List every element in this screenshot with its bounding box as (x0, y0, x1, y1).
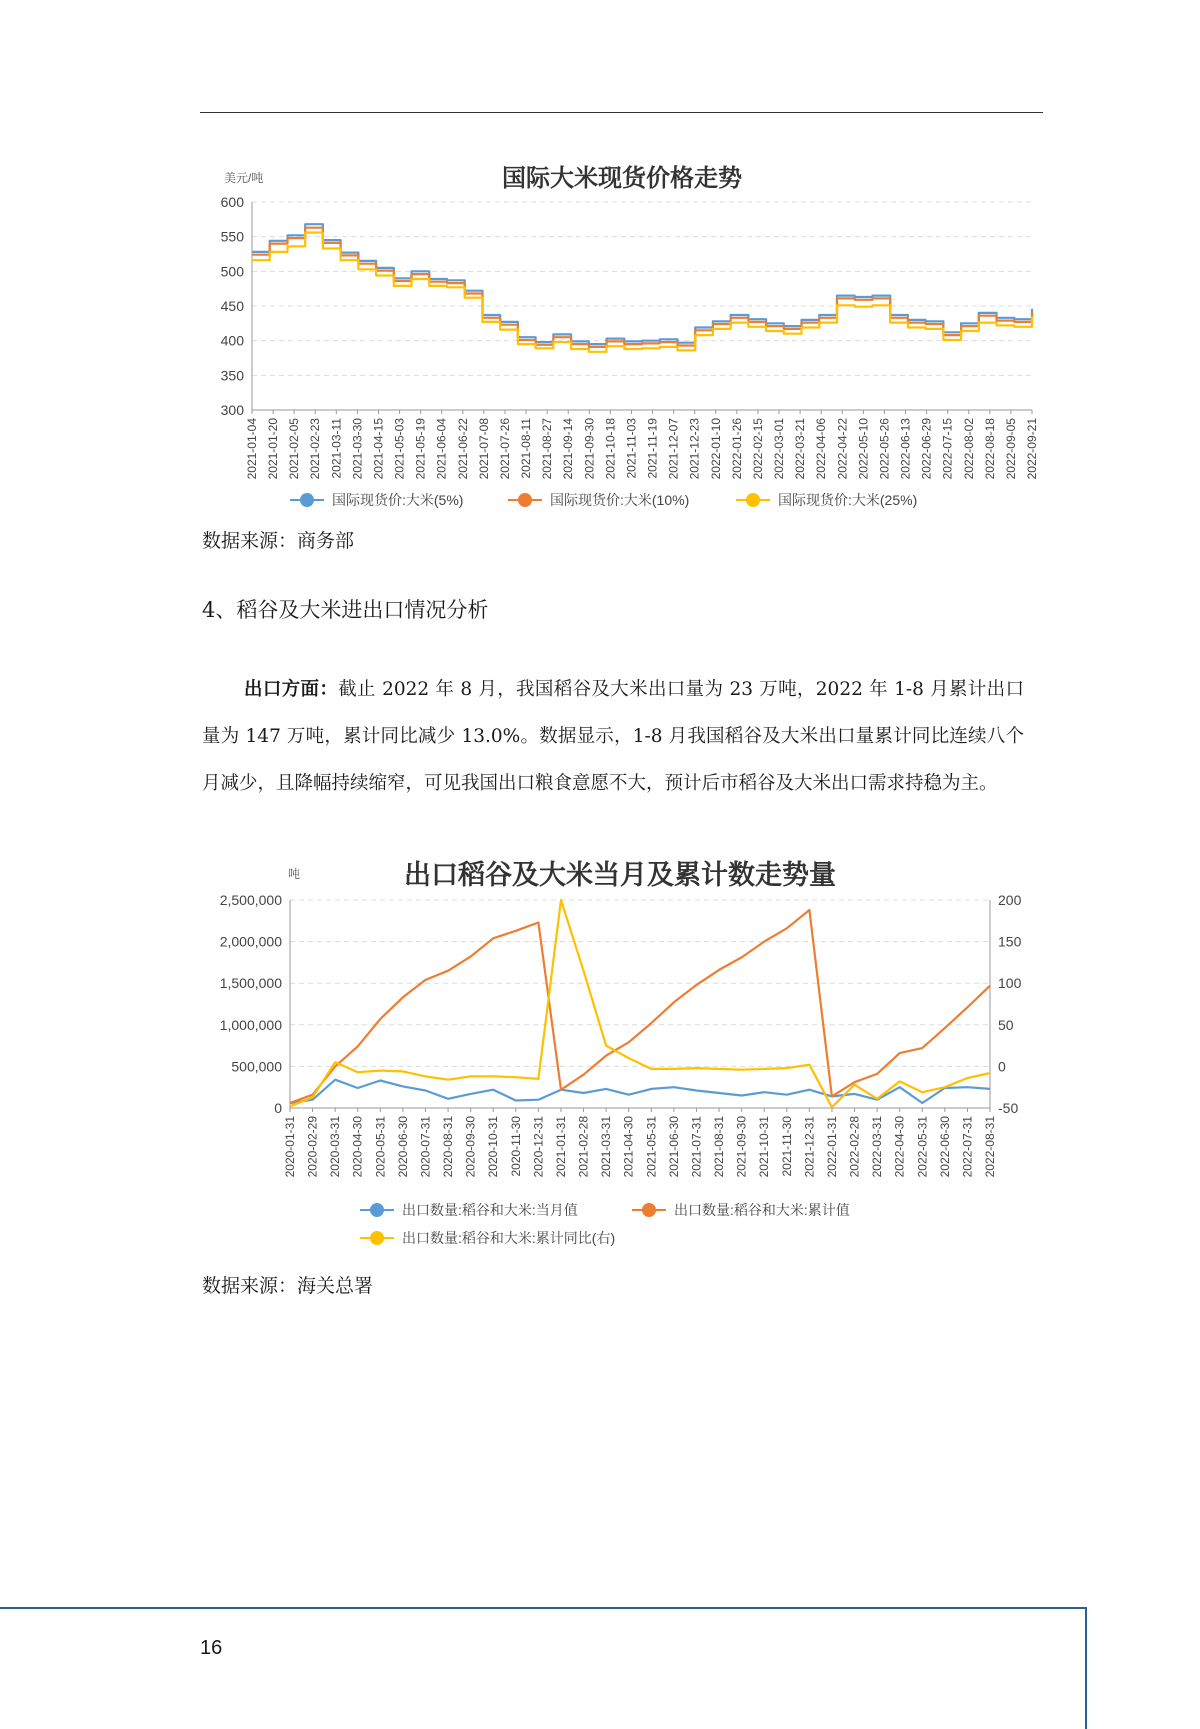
unit-label: 吨 (288, 867, 301, 881)
chart2-source-caption: 数据来源：海关总署 (202, 1275, 374, 1297)
y-tick-label: 2,000,000 (219, 933, 282, 950)
legend-marker-2 (518, 493, 532, 507)
x-tick-label: 2020-05-31 (373, 1116, 388, 1178)
legend-label-3: 出口数量:稻谷和大米:累计同比(右) (402, 1230, 616, 1246)
x-tick-label: 2021-10-18 (603, 418, 618, 480)
x-tick-label: 2021-01-04 (245, 418, 259, 480)
x-tick-label: 2022-04-06 (814, 418, 829, 480)
y2-tick-label: 200 (998, 892, 1022, 908)
chart-title: 出口稻谷及大米当月及累计数走势量 (404, 860, 836, 890)
x-tick-label: 2021-01-20 (266, 418, 281, 480)
chart-title: 国际大米现货价格走势 (502, 165, 742, 192)
x-tick-label: 2020-08-31 (441, 1116, 456, 1178)
x-tick-label: 2021-08-11 (519, 418, 534, 479)
x-tick-label: 2020-09-30 (463, 1116, 478, 1178)
x-tick-label: 2021-02-28 (576, 1116, 591, 1178)
y-tick-label: 1,500,000 (219, 975, 282, 992)
x-tick-label: 2021-06-04 (434, 418, 449, 480)
unit-label: 美元/吨 (224, 171, 264, 185)
x-tick-label: 2021-06-30 (666, 1116, 681, 1178)
y-tick-label: 0 (274, 1100, 282, 1116)
x-tick-label: 2021-03-30 (350, 418, 365, 480)
y-tick-label: 500,000 (231, 1058, 282, 1075)
y-tick-label: 300 (220, 402, 244, 418)
x-tick-label: 2022-01-10 (708, 418, 723, 480)
x-tick-label: 2022-03-31 (870, 1116, 885, 1178)
x-tick-label: 2022-01-26 (729, 418, 744, 480)
x-tick-label: 2022-04-22 (835, 418, 850, 480)
x-tick-label: 2022-02-15 (750, 418, 765, 480)
x-tick-label: 2021-07-26 (497, 418, 512, 480)
y-tick-label: 1,000,000 (219, 1016, 282, 1033)
legend-label-1: 出口数量:稻谷和大米:当月值 (402, 1202, 578, 1218)
legend-marker-2 (642, 1203, 656, 1217)
legend-label-3: 国际现货价:大米(25%) (778, 492, 918, 508)
x-tick-label: 2020-06-30 (395, 1116, 410, 1178)
x-tick-label: 2021-12-31 (802, 1116, 817, 1178)
x-tick-label: 2021-11-03 (624, 418, 639, 479)
x-tick-label: 2021-03-31 (599, 1116, 614, 1178)
intl-rice-price-chart-svg (190, 148, 1050, 513)
x-tick-label: 2022-03-01 (772, 418, 787, 480)
x-tick-label: 2020-01-31 (283, 1116, 297, 1178)
legend-label-2: 国际现货价:大米(10%) (550, 492, 690, 508)
section-heading: 4、稻谷及大米进出口情况分析 (202, 598, 489, 622)
x-tick-label: 2020-12-31 (531, 1116, 546, 1178)
x-tick-label: 2022-09-21 (1025, 418, 1039, 480)
x-tick-label: 2021-08-27 (540, 418, 555, 480)
rice-export-chart (190, 848, 1050, 1258)
intl-rice-price-chart (190, 148, 1050, 513)
x-tick-label: 2020-04-30 (350, 1116, 365, 1178)
legend-marker-1 (300, 493, 314, 507)
x-tick-label: 2021-12-23 (687, 418, 702, 480)
y-tick-label: 400 (220, 332, 244, 349)
legend-label-2: 出口数量:稻谷和大米:累计值 (674, 1202, 850, 1218)
x-tick-label: 2021-04-30 (621, 1116, 636, 1178)
x-tick-label: 2022-08-31 (983, 1116, 997, 1178)
series-line-3 (252, 233, 1032, 352)
x-tick-label: 2022-07-15 (940, 418, 955, 480)
y2-tick-label: 0 (998, 1058, 1006, 1075)
x-tick-label: 2022-03-21 (793, 418, 808, 480)
x-tick-label: 2022-07-31 (960, 1116, 975, 1178)
x-tick-label: 2020-11-30 (508, 1116, 523, 1177)
x-tick-label: 2022-06-30 (937, 1116, 952, 1178)
paragraph-text: 截止 2022 年 8 月，我国稻谷及大米出口量为 23 万吨，2022 年 1-8 月累计出口量为 147 万吨，累计同比减少 13.0%。数据显示，1-8 月我国稻谷及大米出口量累计同比连续八个月减少，且降幅持续缩窄，可见我国出口粮食意愿不大，预计后市稻谷及大米出口需求持稳为主。 (202, 679, 1024, 794)
x-tick-label: 2022-08-18 (982, 418, 997, 480)
page-number: 16 (200, 1637, 223, 1659)
series-line-1 (252, 224, 1032, 344)
x-tick-label: 2021-09-30 (734, 1116, 749, 1178)
x-tick-label: 2020-10-31 (486, 1116, 501, 1178)
x-tick-label: 2021-02-05 (287, 418, 302, 480)
x-tick-label: 2021-01-31 (553, 1116, 568, 1178)
y-tick-label: 450 (220, 298, 244, 314)
x-tick-label: 2020-07-31 (418, 1116, 433, 1178)
x-tick-label: 2022-08-02 (961, 418, 976, 480)
x-tick-label: 2021-06-22 (455, 418, 470, 480)
x-tick-label: 2021-03-11 (329, 418, 344, 479)
x-tick-label: 2022-04-30 (892, 1116, 907, 1178)
x-tick-label: 2022-06-29 (919, 418, 934, 480)
x-tick-label: 2021-04-15 (371, 418, 386, 480)
rice-export-chart-svg (190, 848, 1050, 1258)
x-tick-label: 2021-08-31 (712, 1116, 727, 1178)
x-tick-label: 2021-05-03 (392, 418, 407, 480)
x-tick-label: 2021-11-30 (779, 1116, 794, 1177)
legend-label-1: 国际现货价:大米(5%) (332, 492, 464, 508)
x-tick-label: 2021-02-23 (308, 418, 323, 480)
x-tick-label: 2021-09-14 (561, 418, 576, 480)
x-tick-label: 2021-07-31 (689, 1116, 704, 1178)
y2-tick-label: 100 (998, 975, 1022, 992)
x-tick-label: 2022-01-31 (824, 1116, 839, 1178)
x-tick-label: 2021-12-07 (666, 417, 681, 480)
series-line-2 (252, 228, 1032, 347)
y2-tick-label: 150 (998, 933, 1022, 950)
y2-tick-label: 50 (998, 1016, 1014, 1033)
x-tick-label: 2022-02-28 (847, 1116, 862, 1178)
footer-frame (0, 1607, 1087, 1729)
x-tick-label: 2021-10-31 (757, 1116, 772, 1178)
legend-marker-3 (370, 1231, 384, 1245)
y-tick-label: 2,500,000 (219, 892, 282, 908)
x-tick-label: 2020-02-29 (305, 1116, 320, 1178)
y2-tick-label: -50 (998, 1100, 1019, 1116)
x-tick-label: 2022-05-26 (877, 418, 892, 480)
x-tick-label: 2021-05-31 (644, 1116, 659, 1178)
x-tick-label: 2020-03-31 (328, 1116, 343, 1178)
x-tick-label: 2021-09-30 (582, 418, 597, 480)
series-line-2 (290, 910, 990, 1103)
x-tick-label: 2022-05-10 (856, 418, 871, 480)
y-tick-label: 350 (220, 367, 244, 384)
x-tick-label: 2022-09-05 (1003, 418, 1018, 480)
paragraph-lead: 出口方面： (244, 679, 339, 700)
legend-marker-1 (370, 1203, 384, 1217)
header-rule (200, 112, 1043, 113)
y-tick-label: 500 (220, 263, 244, 280)
x-tick-label: 2022-05-31 (915, 1116, 930, 1178)
x-tick-label: 2021-11-19 (645, 418, 660, 479)
export-analysis-paragraph (202, 666, 1024, 807)
legend-marker-3 (746, 493, 760, 507)
x-tick-label: 2022-06-13 (898, 418, 913, 480)
chart1-source-caption: 数据来源：商务部 (202, 530, 355, 552)
y-tick-label: 600 (220, 194, 244, 210)
y-tick-label: 550 (220, 228, 244, 245)
x-tick-label: 2021-05-19 (413, 418, 428, 480)
x-tick-label: 2021-07-08 (476, 418, 491, 480)
